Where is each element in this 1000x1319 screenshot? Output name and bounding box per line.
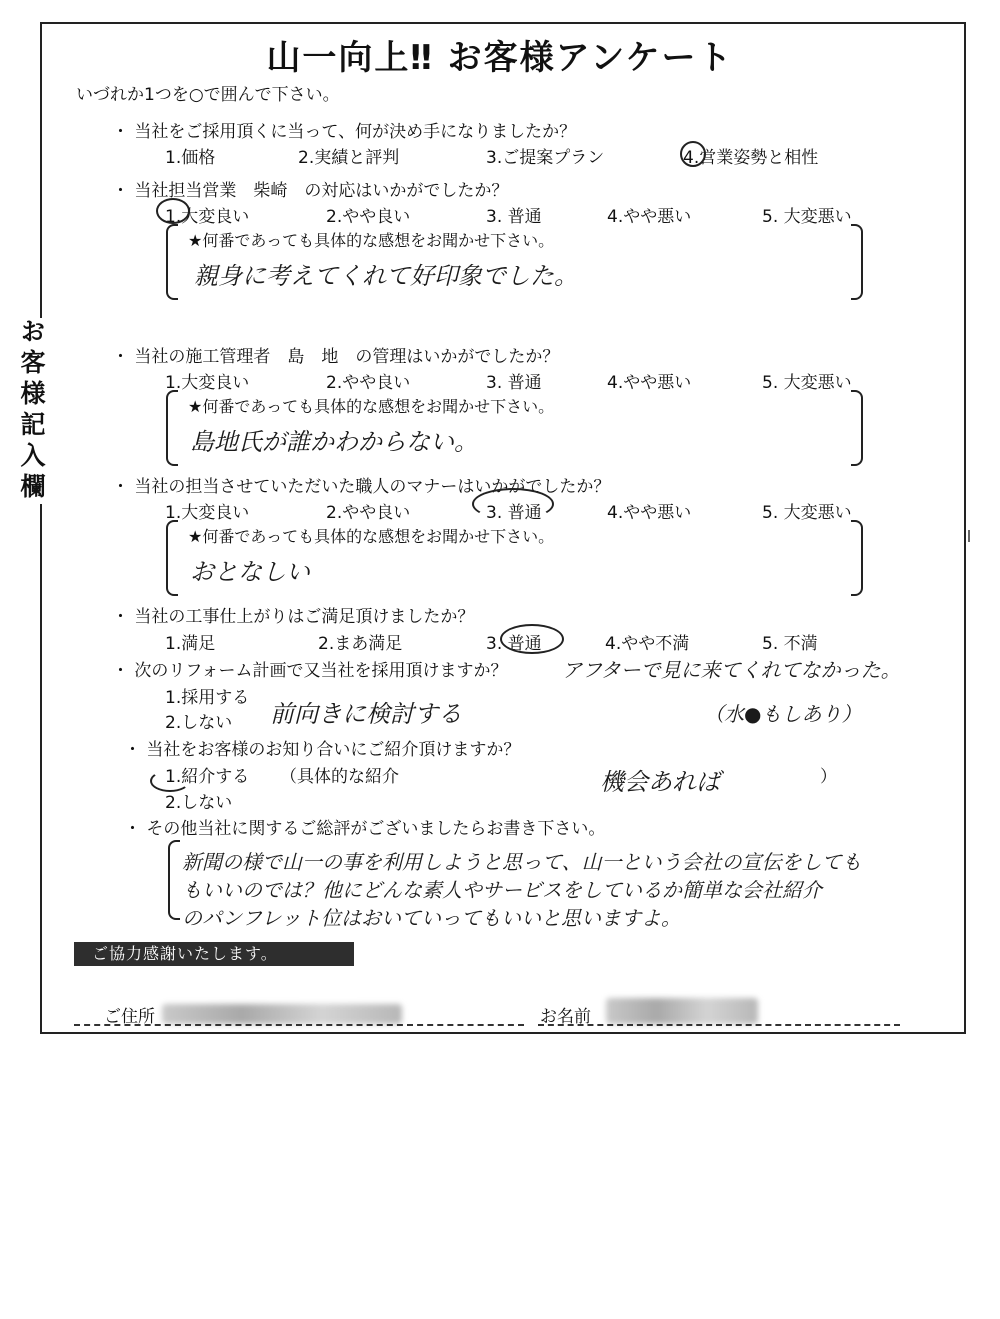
name-redacted — [606, 998, 758, 1024]
q7-answer[interactable]: 機会あれば — [600, 768, 720, 796]
q5-option-3[interactable]: 3. 普通 — [486, 634, 542, 654]
q3-option-4[interactable]: 4.やや悪い — [607, 373, 692, 393]
q6-answer[interactable]: 前向きに検討する — [270, 700, 462, 728]
q4-bracket-left — [166, 520, 178, 596]
q2-question: ・ 当社担当営業 柴崎 の対応はいかがでしたか？ — [112, 181, 509, 201]
q2-option-4[interactable]: 4.やや悪い — [607, 207, 692, 227]
q1-option-1[interactable]: 1.価格 — [165, 148, 216, 168]
q4-question: ・ 当社の担当させていただいた職人のマナーはいかがでしたか？ — [112, 477, 611, 497]
q3-answer[interactable]: 島地氏が誰かわからない。 — [190, 428, 478, 456]
q3-option-1[interactable]: 1.大変良い — [165, 373, 250, 393]
q5-option-5[interactable]: 5. 不満 — [762, 634, 818, 654]
address-redacted — [162, 1004, 402, 1024]
q7-question: ・ 当社をお客様のお知り合いにご紹介頂けますか？ — [124, 740, 521, 760]
q5-option-4[interactable]: 4.やや不満 — [605, 634, 690, 654]
q4-option-4[interactable]: 4.やや悪い — [607, 503, 692, 523]
survey-title: 山一向上‼ お客様アンケート — [266, 38, 734, 78]
q4-option-3[interactable]: 3. 普通 — [486, 503, 542, 523]
q4-selection-circle — [472, 488, 554, 520]
q2-answer[interactable]: 親身に考えてくれて好印象でした。 — [194, 262, 578, 290]
q3-bracket-right — [851, 390, 863, 466]
q5-selection-circle — [500, 624, 564, 654]
q3-prompt: ★何番であっても具体的な感想をお聞かせ下さい。 — [188, 397, 555, 416]
q8-answer-line-3[interactable]: のパンフレット位はおいていってもいいと思いますよ。 — [182, 906, 681, 930]
thanks-banner: ご協力感謝いたします。 — [74, 942, 354, 966]
instruction-text: いづれか1つを○で囲んで下さい。 — [76, 85, 340, 105]
q6-option-1[interactable]: 1.採用する — [165, 688, 250, 708]
q3-option-5[interactable]: 5. 大変悪い — [762, 373, 852, 393]
q8-answer-line-2[interactable]: もいいのでは？他にどんな素人やサービスをしているか簡単な会社紹介 — [182, 878, 822, 902]
q3-option-3[interactable]: 3. 普通 — [486, 373, 542, 393]
q5-option-2[interactable]: 2.まあ満足 — [318, 634, 403, 654]
q5-option-1[interactable]: 1.満足 — [165, 634, 216, 654]
edge-mark — [968, 530, 970, 542]
q1-question: ・ 当社をご採用頂くに当って、何が決め手になりましたか？ — [112, 122, 577, 142]
q7-option-1-detail: （具体的な紹介 — [280, 767, 399, 787]
q2-bracket-left — [166, 224, 178, 300]
q4-option-5[interactable]: 5. 大変悪い — [762, 503, 852, 523]
q4-option-1[interactable]: 1.大変良い — [165, 503, 250, 523]
q3-bracket-left — [166, 390, 178, 466]
q2-selection-circle — [156, 198, 190, 224]
q7-option-1-close: ） — [820, 767, 837, 787]
address-label: ご住所 — [104, 1007, 155, 1027]
q8-answer-line-1[interactable]: 新聞の様で山一の事を利用しようと思って、山一という会社の宣伝をしても — [182, 850, 862, 874]
q1-option-4[interactable]: 4.営業姿勢と相性 — [683, 148, 819, 168]
address-line[interactable] — [74, 1024, 524, 1026]
q7-option-1[interactable]: 1.紹介する — [165, 767, 250, 787]
q4-bracket-right — [851, 520, 863, 596]
name-label: お名前 — [540, 1007, 591, 1027]
side-label: お客様記入欄 — [14, 318, 48, 504]
q2-prompt: ★何番であっても具体的な感想をお聞かせ下さい。 — [188, 231, 555, 250]
q2-option-5[interactable]: 5. 大変悪い — [762, 207, 852, 227]
q6-note-line1[interactable]: アフターで見に来てくれてなかった。 — [562, 658, 901, 682]
q3-option-2[interactable]: 2.やや良い — [326, 373, 411, 393]
q6-option-2[interactable]: 2.しない — [165, 713, 233, 733]
q8-bracket-left — [168, 840, 180, 920]
q1-option-3[interactable]: 3.ご提案プラン — [486, 148, 605, 168]
q7-option-2[interactable]: 2.しない — [165, 793, 233, 813]
name-line[interactable] — [538, 1024, 900, 1026]
q5-question: ・ 当社の工事仕上がりはご満足頂けましたか？ — [112, 607, 475, 627]
q2-bracket-right — [851, 224, 863, 300]
q1-option-2[interactable]: 2.実績と評判 — [298, 148, 400, 168]
q8-question: ・ その他当社に関するご総評がございましたらお書き下さい。 — [124, 819, 606, 839]
q6-question: ・ 次のリフォーム計画で又当社を採用頂けますか？ — [112, 661, 508, 681]
q2-option-1[interactable]: 1.大変良い — [165, 207, 250, 227]
q4-answer[interactable]: おとなしい — [190, 558, 310, 586]
q2-option-2[interactable]: 2.やや良い — [326, 207, 411, 227]
q4-option-2[interactable]: 2.やや良い — [326, 503, 411, 523]
q1-selection-circle — [680, 141, 706, 167]
q6-note-line2[interactable]: （水●もしあり） — [704, 702, 862, 726]
q4-prompt: ★何番であっても具体的な感想をお聞かせ下さい。 — [188, 527, 555, 546]
q2-option-3[interactable]: 3. 普通 — [486, 207, 542, 227]
q3-question: ・ 当社の施工管理者 島 地 の管理はいかがでしたか？ — [112, 347, 560, 367]
